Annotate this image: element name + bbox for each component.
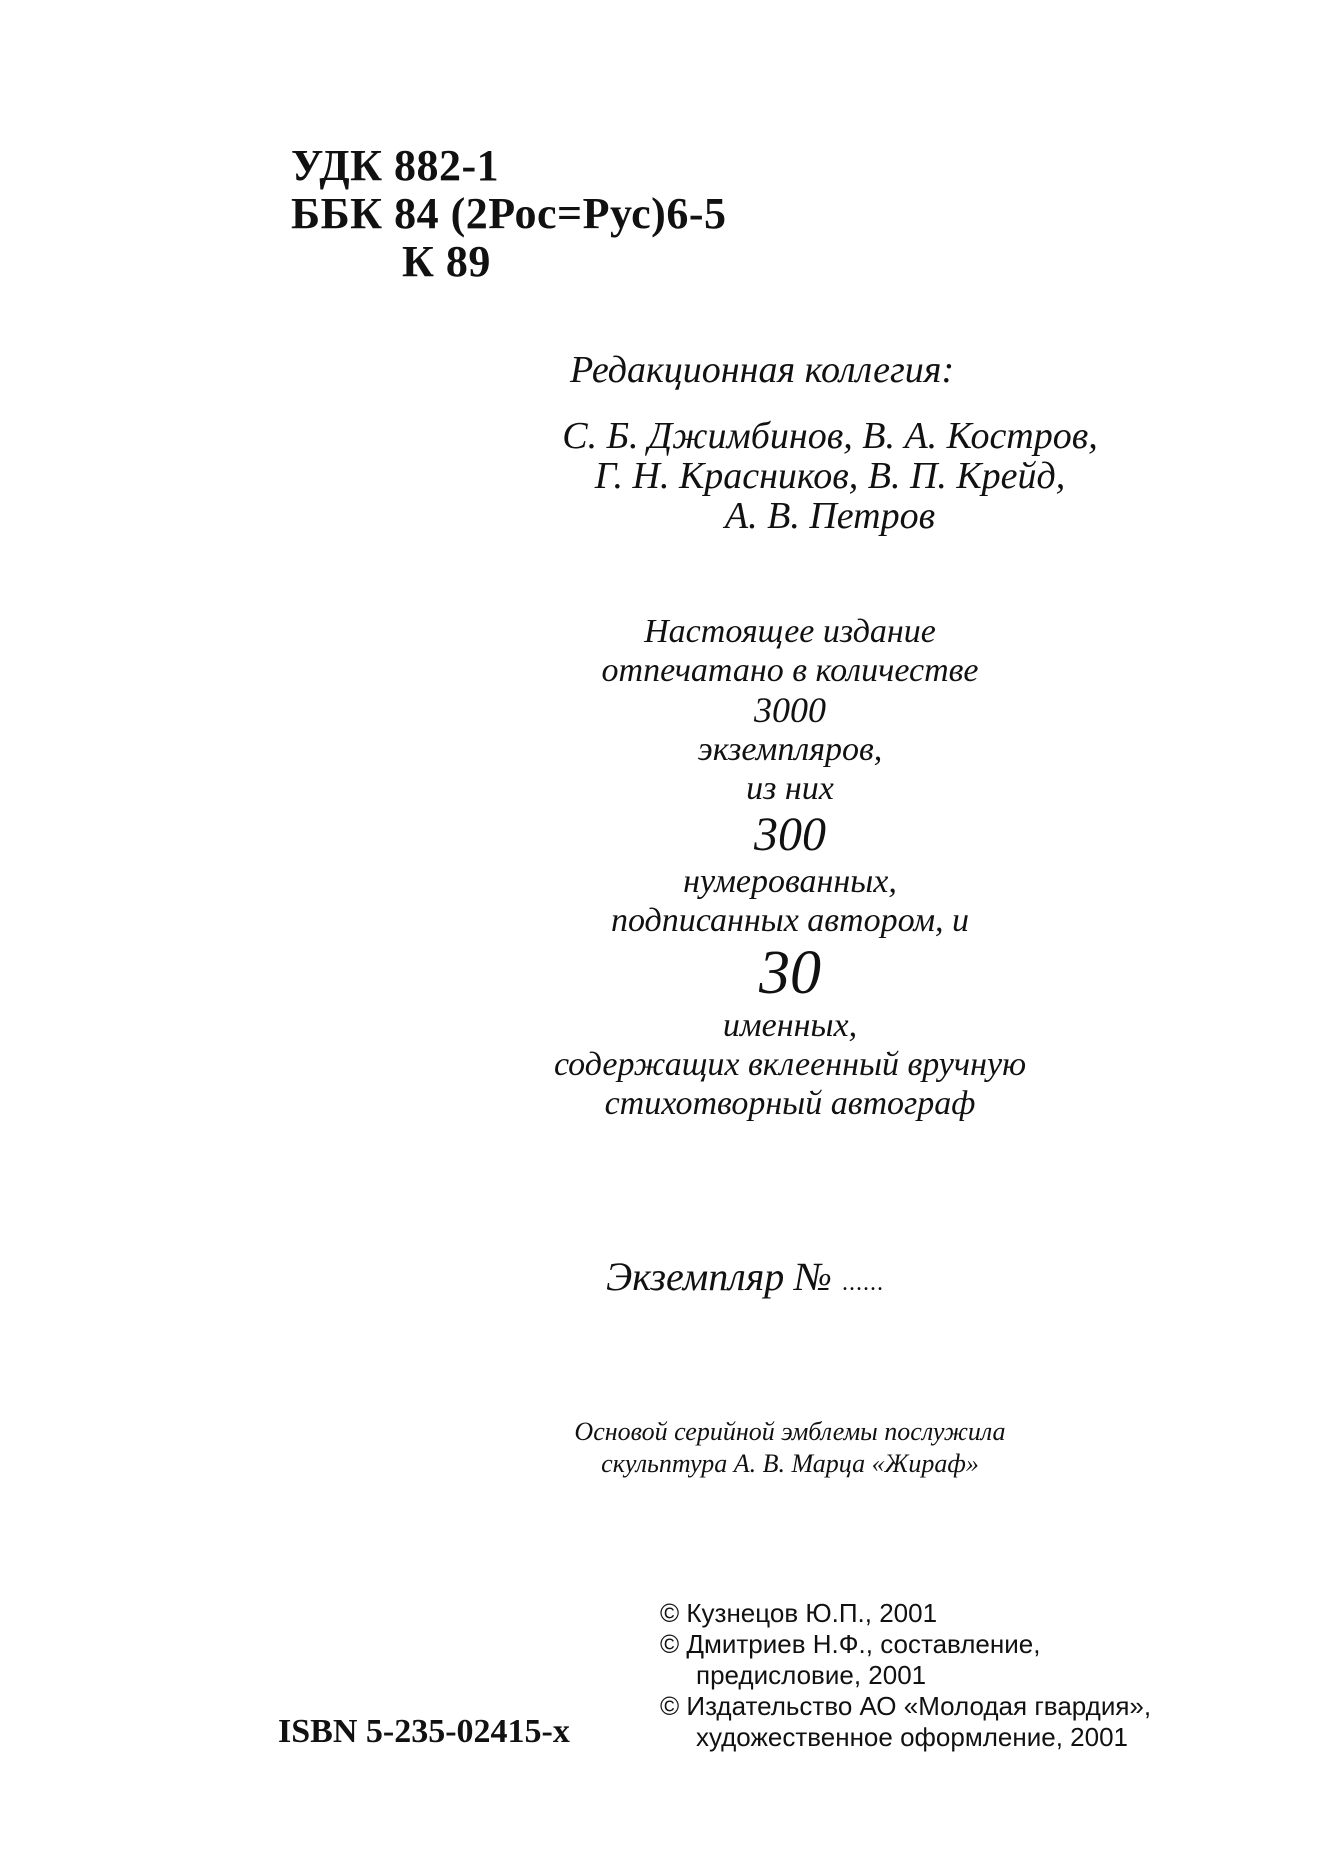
- editorial-board-line: А. В. Петров: [724, 495, 936, 537]
- print-run-line: отпечатано в количестве: [601, 652, 979, 689]
- copyright-block: [660, 1598, 1151, 1753]
- print-run-line: именных,: [722, 1007, 858, 1044]
- copyright-line: предисловие, 2001: [696, 1660, 927, 1690]
- copyright-line: © Кузнецов Ю.П., 2001: [660, 1598, 938, 1628]
- emblem-note: [460, 1416, 1120, 1480]
- author-mark: К 89: [402, 237, 491, 286]
- udk-code: УДК 882-1: [291, 141, 500, 190]
- copy-number-label: Экземпляр №: [606, 1254, 833, 1299]
- copyright-line: художественное оформление, 2001: [696, 1722, 1128, 1752]
- print-run-statement: [430, 612, 1150, 1123]
- print-run-numbered: 300: [754, 808, 826, 861]
- emblem-note-line: Основой серийной эмблемы послужила: [574, 1417, 1006, 1446]
- print-run-named: 30: [759, 939, 821, 1007]
- copy-number-blank: ......: [842, 1270, 885, 1296]
- editorial-board-title: Редакционная коллегия:: [570, 349, 955, 391]
- editorial-board-names: [420, 416, 1240, 536]
- print-run-total: 3000: [754, 690, 826, 730]
- print-run-line: нумерованных,: [683, 863, 897, 900]
- bbk-code: ББК 84 (2Рос=Рус)6-5: [291, 189, 727, 238]
- print-run-line: Настоящее издание: [644, 613, 936, 650]
- print-run-line: содержащих вклеенный вручную: [553, 1046, 1027, 1083]
- copy-number: [606, 1254, 884, 1306]
- print-run-line: стихотворный автограф: [604, 1085, 976, 1122]
- print-run-line: подписанных автором, и: [610, 902, 970, 939]
- editorial-board-line: С. Б. Джимбинов, В. А. Костров,: [562, 415, 1098, 457]
- editorial-board-line: Г. Н. Красников, В. П. Крейд,: [594, 455, 1066, 497]
- copyright-line: © Дмитриев Н.Ф., составление,: [660, 1629, 1041, 1659]
- copyright-line: © Издательство АО «Молодая гвардия»,: [660, 1691, 1152, 1721]
- print-run-line: экземпляров,: [697, 731, 883, 768]
- emblem-note-line: скульптура А. В. Марца «Жираф»: [601, 1449, 979, 1478]
- isbn: ISBN 5-235-02415-х: [278, 1713, 570, 1750]
- print-run-line: из них: [746, 770, 834, 807]
